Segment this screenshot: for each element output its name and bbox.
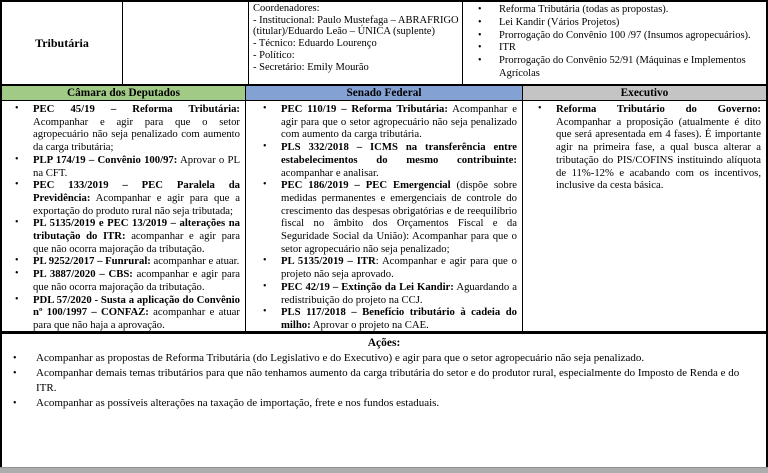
priority-themes-list bbox=[473, 4, 762, 81]
priority-themes-cell bbox=[463, 2, 766, 84]
agenda-item bbox=[6, 268, 240, 293]
theme-text: Prorrogação do Convênio 100 /97 (Insumos agropecuários). bbox=[499, 29, 751, 41]
empty-cell bbox=[123, 2, 249, 84]
agenda-item bbox=[6, 154, 240, 179]
agenda-item-detail: acompanhar e agir para que não ocorra majoração da tributação. bbox=[33, 268, 240, 293]
actions-section bbox=[2, 334, 766, 467]
coordinator-line: - Político: bbox=[253, 49, 295, 61]
agenda-item-detail: Aprovar o PL na CFT. bbox=[33, 153, 240, 179]
bullet-icon: • bbox=[478, 4, 482, 15]
bullet-icon: • bbox=[263, 306, 267, 318]
column-headers bbox=[2, 86, 766, 101]
agenda-item-detail: acompanhar e atuar. bbox=[150, 255, 240, 268]
agenda-item-text bbox=[33, 217, 240, 255]
theme-text: Reforma Tributária (todas as propostas). bbox=[499, 4, 669, 15]
agenda-item bbox=[529, 103, 761, 192]
agenda-item-text bbox=[33, 154, 240, 179]
bullet-icon: • bbox=[15, 103, 19, 114]
agenda-item-detail: : Acompanhar e agir para que o projeto não seja aprovado. bbox=[281, 255, 517, 281]
theme-text: Lei Kandir (Vários Projetos) bbox=[499, 16, 620, 28]
agenda-item-detail: acompanhar e agir para que não ocorra majoração da tributação. bbox=[33, 230, 240, 255]
coordinators-list bbox=[253, 15, 459, 74]
action-text: Acompanhar demais temas tributários para que não tenhamos aumento da carga tributária do setor e do produtor rural, especialmente do Imposto de Renda e do ITR. bbox=[36, 367, 740, 394]
agenda-item-title: PEC 186/2019 – PEC Emergencial bbox=[281, 179, 451, 192]
bullet-icon: • bbox=[478, 42, 482, 54]
agenda-item-title: PLP 174/19 – Convênio 100/97: bbox=[33, 153, 178, 166]
agenda-item-title: PL 5135/2019 e PEC 13/2019 – alterações na tributação do ITR: bbox=[33, 217, 240, 243]
agenda-item bbox=[254, 103, 517, 141]
agenda-item-detail: Acompanhar e agir para que o setor agropecuário não seja penalizado com aumento da carga tributária. bbox=[281, 103, 517, 141]
agenda-item-text bbox=[281, 255, 517, 280]
coordinators-cell bbox=[249, 2, 463, 84]
agenda-item-title: PL 3887/2020 – CBS: bbox=[33, 268, 133, 281]
actions-list bbox=[2, 351, 766, 411]
agenda-item-text bbox=[281, 141, 517, 179]
topic-cell bbox=[2, 2, 123, 84]
bullet-icon: • bbox=[15, 217, 19, 229]
agenda-item bbox=[6, 103, 240, 154]
coordinator-line: - Técnico: Eduardo Lourenço bbox=[253, 38, 377, 50]
theme-item bbox=[473, 42, 762, 55]
agenda-item-text bbox=[33, 268, 240, 293]
action-text: Acompanhar as propostas de Reforma Tributária (do Legislativo e do Executivo) e agir para que o setor agropecuário não seja penalizado. bbox=[36, 352, 645, 364]
agenda-item-title: Reforma Tributário do Governo: bbox=[556, 103, 761, 115]
bullet-icon: • bbox=[15, 268, 19, 280]
bullet-icon: • bbox=[478, 16, 482, 28]
bullet-icon: • bbox=[538, 103, 542, 114]
agenda-item-text bbox=[556, 103, 761, 192]
agenda-item-text bbox=[281, 103, 517, 141]
agenda-item-title: PLS 332/2018 – ICMS na transferência entre estabelecimentos do mesmo contribuinte: bbox=[281, 141, 517, 166]
bullet-icon: • bbox=[263, 179, 267, 191]
agenda-item-detail: Acompanhar a proposição (atualmente é dito que será apresentada em 4 fases). É importante agir na primeira fase, a qual busca alterar a tributação do PIS/COFINS instituindo alíquota de 11%-12% e acabando com os incentivos, inclusive da cesta básica. bbox=[556, 115, 761, 192]
bullet-icon: • bbox=[263, 255, 267, 267]
agenda-item bbox=[6, 294, 240, 332]
camara-column bbox=[2, 101, 246, 331]
agenda-item-text bbox=[33, 103, 240, 154]
bullet-icon: • bbox=[263, 280, 267, 292]
theme-text: ITR bbox=[499, 42, 516, 54]
theme-item bbox=[473, 30, 762, 43]
action-item bbox=[2, 396, 766, 411]
agenda-item-detail: Acompanhar e agir para que a exportação do produto rural não seja tributada; bbox=[33, 191, 240, 217]
agenda-item-title: PEC 42/19 – Extinção da Lei Kandir: bbox=[281, 280, 454, 293]
bullet-icon: • bbox=[15, 153, 19, 165]
agenda-item bbox=[6, 179, 240, 217]
bullet-icon: • bbox=[15, 293, 19, 305]
coordinator-line: - Institucional: Paulo Mustefaga – ABRAFRIGO (titular)/Eduardo Leão – ÚNICA (suplente) bbox=[253, 14, 459, 38]
agenda-item-text bbox=[33, 179, 240, 217]
agenda-item bbox=[254, 179, 517, 255]
agenda-item bbox=[6, 217, 240, 255]
bullet-icon: • bbox=[13, 398, 17, 409]
agenda-item-text bbox=[281, 306, 517, 331]
agenda-item-detail: Aprovar o projeto na CAE. bbox=[310, 318, 429, 331]
theme-item bbox=[473, 55, 762, 81]
agenda-item bbox=[254, 255, 517, 280]
page-edge-bar bbox=[0, 467, 768, 473]
bullet-icon: • bbox=[13, 353, 17, 364]
agenda-item-text bbox=[33, 294, 240, 332]
agenda-item-title: PL 5135/2019 – ITR bbox=[281, 255, 376, 268]
action-item bbox=[2, 366, 766, 396]
agenda-item-detail: Aguardando a redistribuição do projeto na CCJ. bbox=[281, 280, 517, 306]
agenda-item-title: PEC 133/2019 – PEC Paralela da Previdência: bbox=[33, 179, 240, 204]
topic-label: Tributária bbox=[35, 35, 89, 50]
header-senado: Senado Federal bbox=[246, 86, 523, 100]
agenda-item bbox=[6, 255, 240, 268]
bullet-icon: • bbox=[478, 55, 482, 67]
bullet-icon: • bbox=[15, 255, 19, 267]
agenda-item-title: PDL 57/2020 - Susta a aplicação do Convênio nº 100/1997 – CONFAZ: bbox=[33, 293, 240, 319]
executivo-column bbox=[523, 101, 766, 331]
agenda-item bbox=[254, 281, 517, 306]
agenda-item-title: PEC 45/19 – Reforma Tributária: bbox=[33, 103, 240, 115]
agenda-item-title: PL 9252/2017 – Funrural: bbox=[33, 255, 151, 268]
bullet-icon: • bbox=[263, 103, 267, 114]
bullet-icon: • bbox=[478, 29, 482, 41]
agenda-item-detail: (dispõe sobre medidas permanentes e emergenciais de controle do crescimento das despesas obrigatórias e de reequilíbrio fiscal no âmbito dos Orçamentos Fiscal e da Seguridade Social da União): Acompanhar para que o setor agropecuário não seja penalizado; bbox=[281, 179, 517, 255]
bullet-icon: • bbox=[13, 368, 17, 379]
action-item bbox=[2, 351, 766, 366]
top-section bbox=[2, 2, 766, 86]
agenda-item-text bbox=[281, 281, 517, 306]
header-camara: Câmara dos Deputados bbox=[2, 86, 246, 100]
coordinator-line: - Secretário: Emily Mourão bbox=[253, 61, 369, 73]
senado-column bbox=[246, 101, 523, 331]
theme-item bbox=[473, 17, 762, 30]
agenda-item-text bbox=[33, 255, 240, 268]
agenda-item-text bbox=[281, 179, 517, 255]
agenda-item-detail: acompanhar e atuar para que não haja a aprovação. bbox=[33, 306, 240, 331]
agenda-item-title: PEC 110/19 – Reforma Tributária: bbox=[281, 103, 448, 115]
agenda-columns bbox=[2, 101, 766, 334]
bullet-icon: • bbox=[15, 179, 19, 191]
agenda-item-detail: acompanhar e analisar. bbox=[281, 166, 379, 179]
theme-text: Prorrogação do Convênio 52/91 (Máquinas e Implementos Agrícolas bbox=[499, 55, 746, 79]
agenda-item bbox=[254, 306, 517, 331]
header-executivo: Executivo bbox=[523, 86, 766, 100]
agenda-item bbox=[254, 141, 517, 179]
agenda-item-detail: Acompanhar e agir para que o setor agropecuário não seja penalizado com aumento da carga tributária; bbox=[33, 115, 240, 154]
coordinators-heading: Coordenadores: bbox=[253, 3, 320, 14]
theme-item bbox=[473, 4, 762, 17]
action-text: Acompanhar as possíveis alterações na taxação de importação, frete e nos fundos estaduais. bbox=[36, 397, 440, 409]
actions-heading: Ações: bbox=[367, 337, 401, 349]
bullet-icon: • bbox=[263, 141, 267, 153]
agenda-item-title: PLS 117/2018 – Benefício tributário à cadeia do milho: bbox=[281, 306, 517, 331]
